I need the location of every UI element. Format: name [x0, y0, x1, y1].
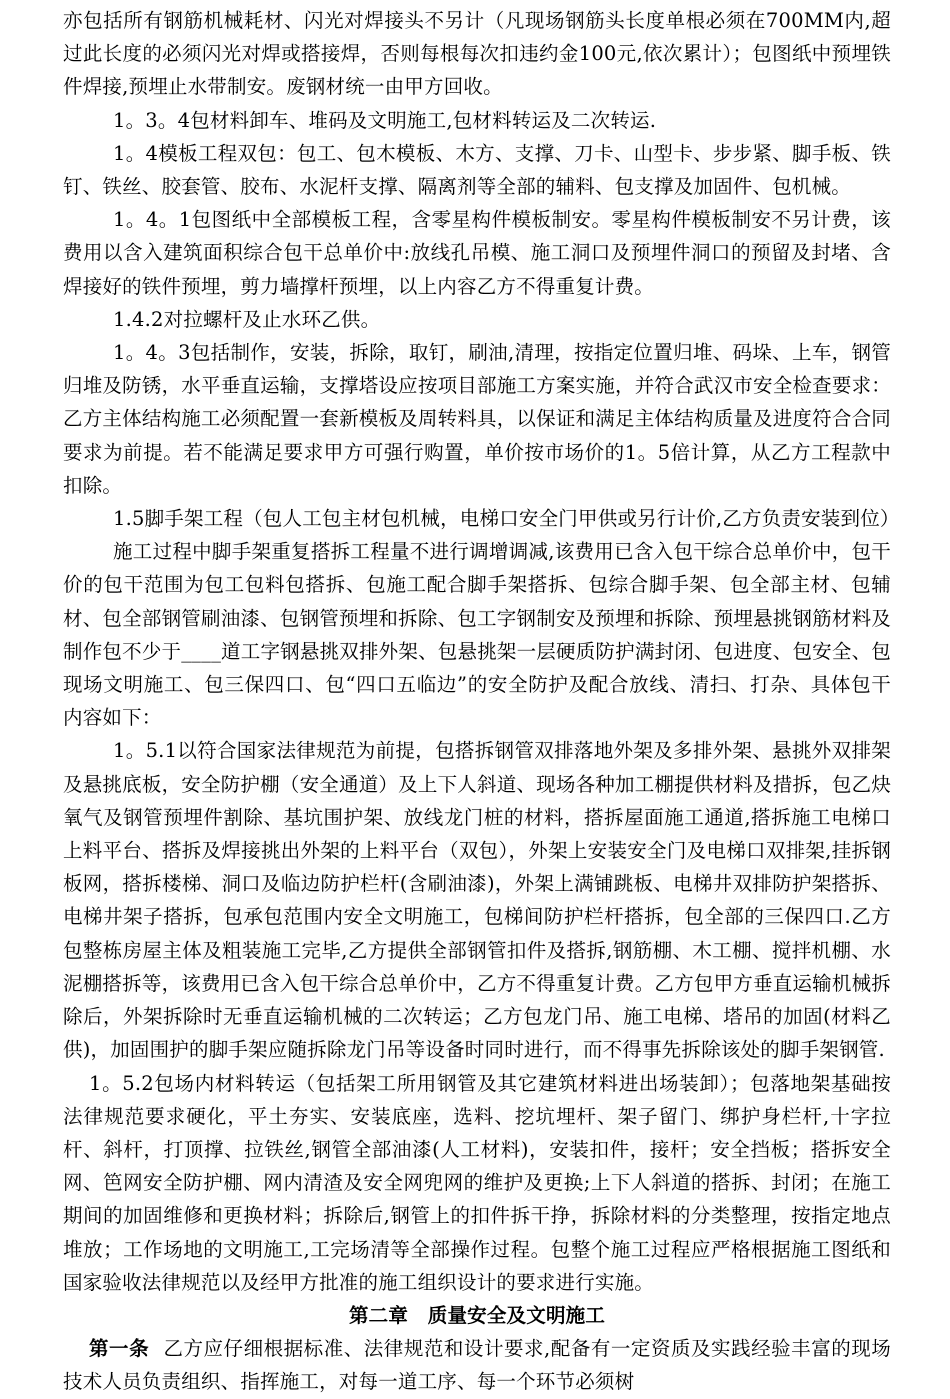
document-page [63, 4, 900, 1399]
paragraph-scaffold-scope: 施工过程中脚手架重复搭拆工程量不进行调增调减,该费用已含入包干综合总单价中，包干价的包干范围为包工包料包搭拆、包施工配合脚手架搭拆、包综合脚手架、包全部主材、包辅材、包全部钢管刷油漆、包钢管预埋和拆除、包工字钢制安及预埋和拆除、预埋悬挑钢筋材料及制作包不少于____道工字钢悬挑双排外架、包悬挑架一层硬质防护满封闭、包进度、包安全、包现场文明施工、包三保四口、包“四口五临边”的安全防护及配合放线、清扫、打杂、具体包干内容如下： [63, 540, 891, 730]
paragraph-1-3-4: 1。3。4包材料卸车、堆码及文明施工,包材料转运及二次转运. [113, 108, 657, 132]
paragraph-rebar-consumables: 亦包括所有钢筋机械耗材、闪光对焊接头不另计（凡现场钢筋头长度单根必须在700MM内,超过此长度的必须闪光对焊或搭接焊，否则每根每次扣违约金100元,依次累计）；包图纸中预埋铁件焊接,预埋止水带制安。废钢材统一由甲方回收。 [63, 9, 891, 99]
paragraph-1-4: 1。4模板工程双包：包工、包木模板、木方、支撑、刀卡、山型卡、步步紧、脚手板、铁钉、铁丝、胶套管、胶布、水泥杆支撑、隔离剂等全部的辅料、包支撑及加固件、包机械。 [63, 141, 891, 199]
paragraph-1-5-2: 1。5.2包场内材料转运（包括架工所用钢管及其它建筑材料进出场装卸）；包落地架基础按法律规范要求硬化，平土夯实、安装底座，选料、挖坑埋杆、架子留门、绑护身栏杆,十字拉杆、斜杆，打顶撑、拉铁丝,钢管全部油漆(人工材料)，安装扣件，接杆；安全挡板；搭拆安全网、笆网安全防护棚、网内清渣及安全网兜网的维护及更换;上下人斜道的搭拆、封闭；在施工期间的加固维修和更换材料；拆除后,钢管上的扣件拆干挣，拆除材料的分类整理，按指定地点堆放；工作场地的文明施工,工完场清等全部操作过程。包整个施工过程应严格根据施工图纸和国家验收法律规范以及经甲方批准的施工组织设计的要求进行实施。 [63, 1071, 891, 1294]
paragraph-1-4-2: 1.4.2对拉螺杆及止水环乙供。 [113, 307, 381, 331]
chapter-heading: 第二章 质量安全及文明施工 [348, 1303, 606, 1327]
paragraph-1-5: 1.5脚手架工程（包人工包主材包机械，电梯口安全门甲供或另行计价,乙方负责安装到位） [113, 507, 900, 531]
paragraph-1-4-3: 1。4。3包括制作，安装，拆除，取钉，刷油,清理，按指定位置归堆、码垛、上车，钢管归堆及防锈，水平垂直运输，支撑塔设应按项目部施工方案实施，并符合武汉市安全检查要求：乙方主体结构施工必须配置一套新模板及周转料具，以保证和满足主体结构质量及进度符合合同要求为前提。若不能满足要求甲方可强行购置，单价按市场价的1。5倍计算，从乙方工程款中扣除。 [63, 341, 891, 497]
paragraph-1-4-1: 1。4。1包图纸中全部模板工程，含零星构件模板制安。零星构件模板制安不另计费，该费用以含入建筑面积综合包干总单价中:放线孔吊模、施工洞口及预埋件洞口的预留及封堵、含焊接好的铁件预埋，剪力墙撑杆预埋，以上内容乙方不得重复计费。 [63, 208, 891, 298]
article-1-label: 第一条 [89, 1337, 150, 1361]
paragraph-1-5-1: 1。5.1以符合国家法律规范为前提，包搭拆钢管双排落地外架及多排外架、悬挑外双排架及悬挑底板，安全防护棚（安全通道）及上下人斜道、现场各种加工棚提供材料及措拆，包乙炔氧气及钢管预埋件割除、基坑围护架、放线龙门桩的材料，搭拆屋面施工通道,搭拆施工电梯口上料平台、搭拆及焊接挑出外架的上料平台（双包），外架上安装安全门及电梯口双排架,挂拆钢板网，搭拆楼梯、洞口及临边防护栏杆(含刷油漆)，外架上满铺跳板、电梯井双排防护架搭拆、电梯井架子搭拆，包承包范围内安全文明施工，包梯间防护栏杆搭拆，包全部的三保四口.乙方包整栋房屋主体及粗装施工完毕,乙方提供全部钢管扣件及搭拆,钢筋棚、木工棚、搅拌机棚、水泥棚搭拆等，该费用已含入包干综合总单价中，乙方不得重复计费。乙方包甲方垂直运输机械拆除后，外架拆除时无垂直运输机械的二次转运；乙方包龙门吊、施工电梯、塔吊的加固(材料乙供)，加固围护的脚手架应随拆除龙门吊等设备时同时进行，而不得事先拆除该处的脚手架钢管. [63, 739, 891, 1062]
article-1-text: 乙方应仔细根据标准、法律规范和设计要求,配备有一定资质及实践经验丰富的现场技术人员负责组织、指挥施工，对每一道工序、每一个环节必须树 [63, 1337, 891, 1394]
article-1 [63, 1332, 891, 1398]
